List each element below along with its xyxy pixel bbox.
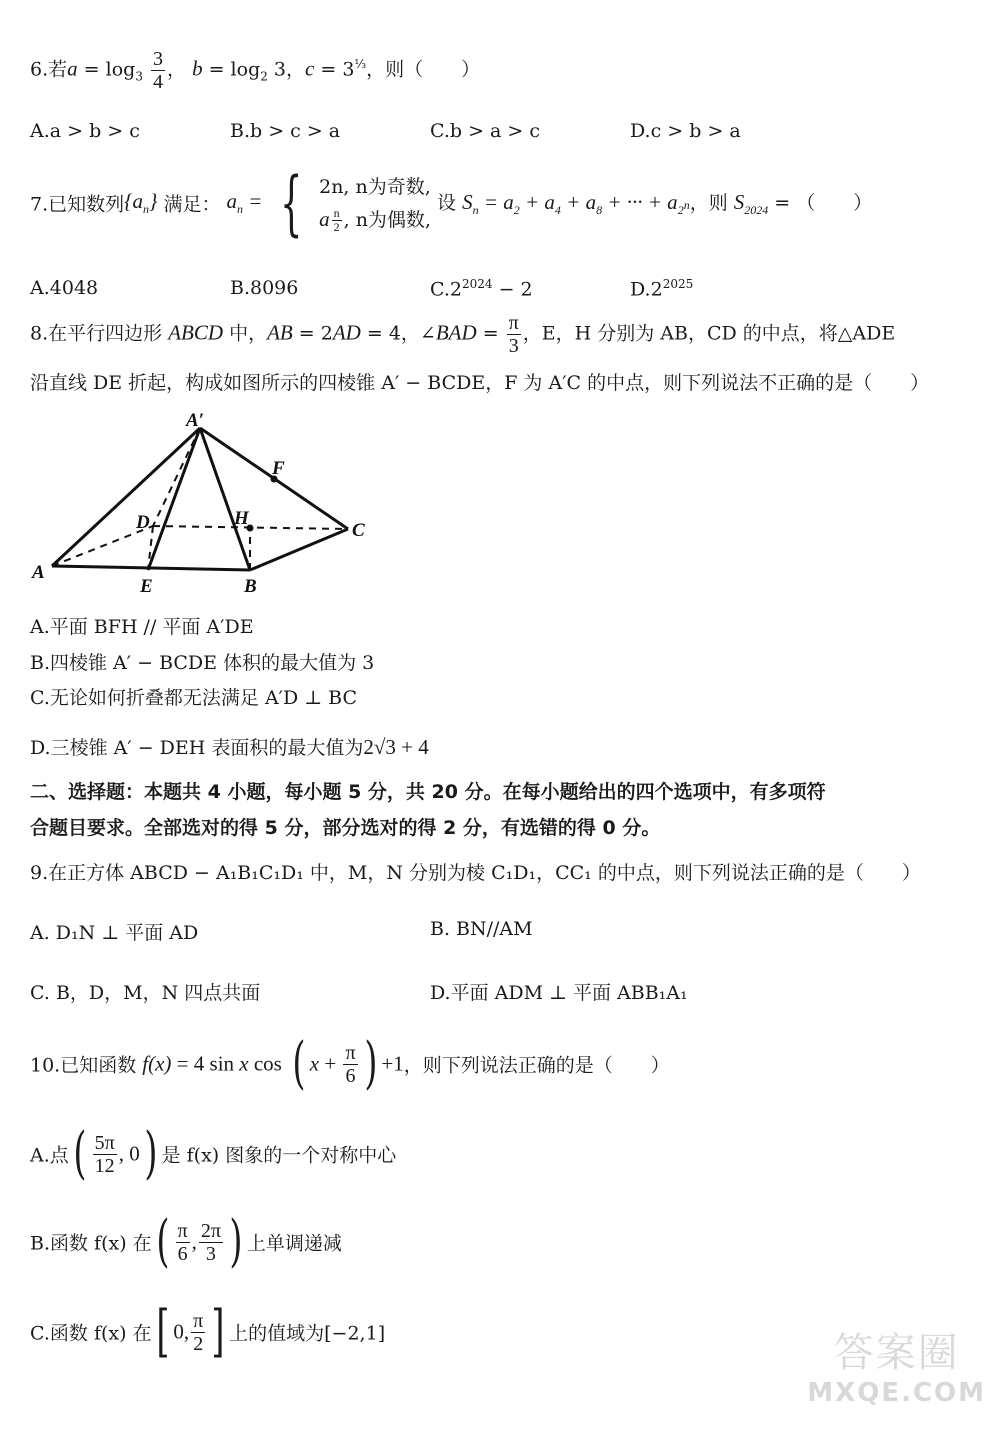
pyramid-figure (28, 408, 388, 598)
q9-option-b[interactable]: B. BN//AM (430, 918, 533, 940)
fraction: $\frac{\pi}{6}$ (345, 1041, 356, 1087)
section2-heading-line2: 合题目要求。全部选对的得 5 分，部分选对的得 2 分，有选错的得 0 分。 (30, 817, 661, 839)
label-h: H (234, 508, 249, 529)
edge-aprime-e (148, 428, 200, 570)
q9-stem: 9.在正方体 ABCD − A₁B₁C₁D₁ 中，M，N 分别为棱 C₁D₁，CC₁ 的中点，则下列说法正确的是（ ） (30, 862, 921, 884)
brace-icon: { (279, 162, 302, 244)
q6-stem: 6.若$a = \log_3$ $\frac{3}{4}$ ， $b = \log_2 3$，$c = 3^{\frac{1}{3}}$，则（ ） (30, 48, 481, 93)
q8-option-c[interactable]: C.无论如何折叠都无法满足 A′D ⊥ BC (30, 687, 358, 709)
edge-aprime-a (52, 428, 200, 566)
fraction: $\frac{\pi}{3}$ (508, 312, 519, 357)
edge-aprime-b (200, 428, 250, 570)
q6-option-b[interactable]: B.b > c > a (230, 120, 341, 142)
q10-option-a[interactable]: A.点( $\frac{5\pi}{12}$ , 0) 是 f(x) 图象的一个对称中心 (30, 1121, 397, 1186)
q6-option-a[interactable]: A.a > b > c (30, 120, 140, 142)
edge-b-c (250, 529, 348, 570)
edge-a-b (52, 566, 250, 570)
label-aprime: A′ (186, 410, 205, 431)
q6-option-d[interactable]: D.c > b > a (630, 120, 741, 142)
label-e: E (140, 576, 153, 597)
q8-option-d[interactable]: D.三棱锥 A′ − DEH 表面积的最大值为2√3 + 4 (30, 735, 429, 759)
q10-option-b[interactable]: B.函数 f(x) 在( $\frac{\pi}{6}$ , $\frac{2\pi}{3}$ ) 上单调递减 (30, 1209, 342, 1274)
section2-heading-line1: 二、选择题：本题共 4 小题，每小题 5 分，共 20 分。在每小题给出的四个选项中，有多项符 (30, 781, 826, 803)
dash-aprime-d (153, 428, 200, 526)
q8-stem-line1: 8.在平行四边形 ABCD 中，AB = 2AD = 4，∠BAD = $\frac{\pi}{3}$ ，E，H 分别为 AB，CD 的中点，将△ADE (30, 312, 896, 357)
q7-option-d[interactable]: $D.2^{2025}$ (630, 277, 694, 301)
q9-option-d[interactable]: D.平面 ADM ⊥ 平面 ABB₁A₁ (430, 982, 688, 1004)
label-d: D (136, 512, 150, 533)
fraction: $\frac{3}{4}$ (153, 48, 164, 93)
q9-option-c[interactable]: C. B，D，M，N 四点共面 (30, 982, 261, 1004)
q8-stem-line2: 沿直线 DE 折起，构成如图所示的四棱锥 A′ − BCDE，F 为 A′C 的中点，则下列说法不正确的是（ ） (30, 372, 930, 394)
label-a: A (32, 562, 45, 583)
watermark: 答案圈 MXQE.COM (807, 1330, 986, 1408)
q6-option-c[interactable]: C.b > a > c (430, 120, 541, 142)
q10-stem: 10.已知函数 f(x) = 4 sin x cos ( x + $\frac{\pi}{6}$ ) +1，则下列说法正确的是（ ） (30, 1031, 670, 1096)
q7-stem: 7.已知数列$\{a_n\}$ 满足： $a_n$ = { 2n, n为奇数, a $\frac{n}{2}$ , n为偶数, 设 $S_n = a_2 + a_4 + a_8$ + ··· + $a_{2^n}$，则 $S_{2024}$ = （ ） (30, 162, 873, 244)
q10-option-c[interactable]: C.函数 f(x) 在[ 0, $\frac{\pi}{2}$ ] 上的值域为[−2,1] (30, 1299, 386, 1364)
label-f: F (272, 458, 285, 479)
q7-option-a[interactable]: A.4048 (30, 277, 99, 299)
label-b: B (244, 576, 257, 597)
q7-option-b[interactable]: B.8096 (230, 277, 299, 299)
q8-option-a[interactable]: A.平面 BFH // 平面 A′DE (30, 616, 254, 638)
label-c: C (352, 520, 365, 541)
q9-option-a[interactable]: A. D₁N ⊥ 平面 AD (30, 922, 199, 944)
q8-option-b[interactable]: B.四棱锥 A′ − BCDE 体积的最大值为 3 (30, 652, 375, 674)
q7-option-c[interactable]: $C.2^{2024} - 2$ (430, 277, 533, 301)
